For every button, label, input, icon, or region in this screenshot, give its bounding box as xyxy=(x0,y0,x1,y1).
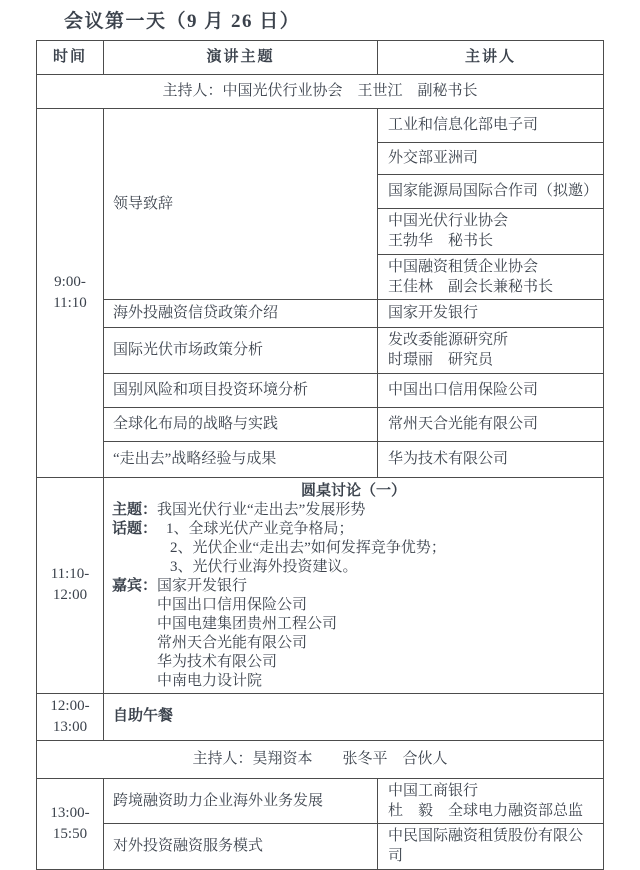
roundtable-row xyxy=(37,477,604,693)
table-row xyxy=(37,407,604,441)
lunch-label: 自助午餐 xyxy=(104,693,604,740)
speaker-cell: 国家能源局国际合作司（拟邀） xyxy=(378,175,604,209)
moderator-afternoon-text: 主持人：昊翔资本 张冬平 合伙人 xyxy=(37,740,604,778)
header-speaker: 主讲人 xyxy=(378,41,604,75)
speaker-line: 中国工商银行 xyxy=(388,782,479,799)
speaker-line: 发改委能源研究所 xyxy=(388,332,509,348)
table-row xyxy=(37,373,604,407)
topic-cell: 跨境融资助力企业海外业务发展 xyxy=(104,778,378,824)
speaker-cell: 中民国际融资租赁股份有限公司 xyxy=(378,824,604,870)
table-header-row xyxy=(37,41,604,75)
speaker-cell: 华为技术有限公司 xyxy=(378,441,604,477)
roundtable-title: 圆桌讨论（一） xyxy=(300,482,406,499)
table-row xyxy=(37,328,604,374)
speaker-cell: 外交部亚洲司 xyxy=(378,143,604,175)
roundtable-cell xyxy=(104,477,604,693)
topic-cell-leadership: 领导致辞 xyxy=(104,109,378,300)
lunch-row xyxy=(37,693,604,740)
time-line: 12:00 xyxy=(52,587,88,603)
speaker-cell: 工业和信息化部电子司 xyxy=(378,109,604,143)
roundtable-guest-line xyxy=(112,577,595,596)
speaker-cell: 常州天合光能有限公司 xyxy=(378,407,604,441)
moderator-row-afternoon xyxy=(37,740,604,778)
speaker-cell: 国家开发银行 xyxy=(378,300,604,328)
topic-item: 1、全球光伏产业竞争格局； xyxy=(166,520,354,537)
speaker-line: 中国融资租赁企业协会 xyxy=(388,258,539,275)
guest-item: 常州天合光能有限公司 xyxy=(157,634,308,651)
speaker-cell xyxy=(378,778,604,824)
guest-item: 中南电力设计院 xyxy=(157,672,263,689)
guests-label: 嘉宾： xyxy=(112,577,158,594)
topic-item: 2、光伏企业“走出去”如何发挥竞争优势； xyxy=(170,539,446,556)
time-line: 13:00- xyxy=(50,804,90,821)
time-line: 12:00- xyxy=(50,697,90,714)
guest-item: 中国电建集团贵州工程公司 xyxy=(157,615,338,632)
guest-item: 华为技术有限公司 xyxy=(157,653,278,670)
speaker-line: 王勃华 秘书长 xyxy=(388,233,494,250)
header-time: 时间 xyxy=(37,41,104,75)
speaker-line: 时璟丽 研究员 xyxy=(388,352,494,369)
topic-cell: 国别风险和项目投资环境分析 xyxy=(104,373,378,407)
time-line: 13:00 xyxy=(52,718,88,735)
speaker-line: 中国光伏行业协会 xyxy=(388,213,509,229)
table-row xyxy=(37,109,604,143)
theme-text: 我国光伏行业“走出去”发展形势 xyxy=(157,501,366,518)
roundtable-theme xyxy=(112,501,595,520)
table-row xyxy=(37,824,604,870)
topic-cell: 对外投资融资服务模式 xyxy=(104,824,378,870)
table-row xyxy=(37,300,604,328)
topics-label: 话题： xyxy=(112,520,158,537)
speaker-cell xyxy=(378,209,604,255)
speaker-line: 王佳林 副会长兼秘书长 xyxy=(388,278,554,295)
speaker-cell xyxy=(378,328,604,374)
topic-cell: 国际光伏市场政策分析 xyxy=(104,328,378,374)
moderator-row-morning xyxy=(37,75,604,109)
theme-label: 主题： xyxy=(112,501,158,518)
topic-item: 3、光伏行业海外投资建议。 xyxy=(170,558,358,575)
speaker-cell xyxy=(378,254,604,300)
time-cell-afternoon xyxy=(37,778,104,869)
roundtable-topic-line xyxy=(112,520,595,539)
topic-cell: 全球化布局的战略与实践 xyxy=(104,407,378,441)
time-line: 11:10 xyxy=(53,294,87,311)
schedule-table xyxy=(36,40,604,870)
time-line: 11:10- xyxy=(50,566,90,582)
table-row xyxy=(37,441,604,477)
time-cell-lunch xyxy=(37,693,104,740)
header-topic: 演讲主题 xyxy=(104,41,378,75)
speaker-line: 杜 毅 全球电力融资部总监 xyxy=(388,802,584,819)
moderator-morning-text: 主持人：中国光伏行业协会 王世江 副秘书长 xyxy=(37,75,604,109)
speaker-cell: 中国出口信用保险公司 xyxy=(378,373,604,407)
time-cell-morning xyxy=(37,109,104,478)
guest-item: 国家开发银行 xyxy=(157,577,248,594)
time-line: 15:50 xyxy=(52,825,88,842)
guest-item: 中国出口信用保险公司 xyxy=(157,596,308,613)
time-cell-roundtable xyxy=(37,477,104,693)
time-line: 9:00- xyxy=(54,273,86,290)
topic-cell: 海外投融资信贷政策介绍 xyxy=(104,300,378,328)
page-title: 会议第一天（9 月 26 日） xyxy=(64,11,301,32)
table-row xyxy=(37,778,604,824)
topic-cell: “走出去”战略经验与成果 xyxy=(104,441,378,477)
